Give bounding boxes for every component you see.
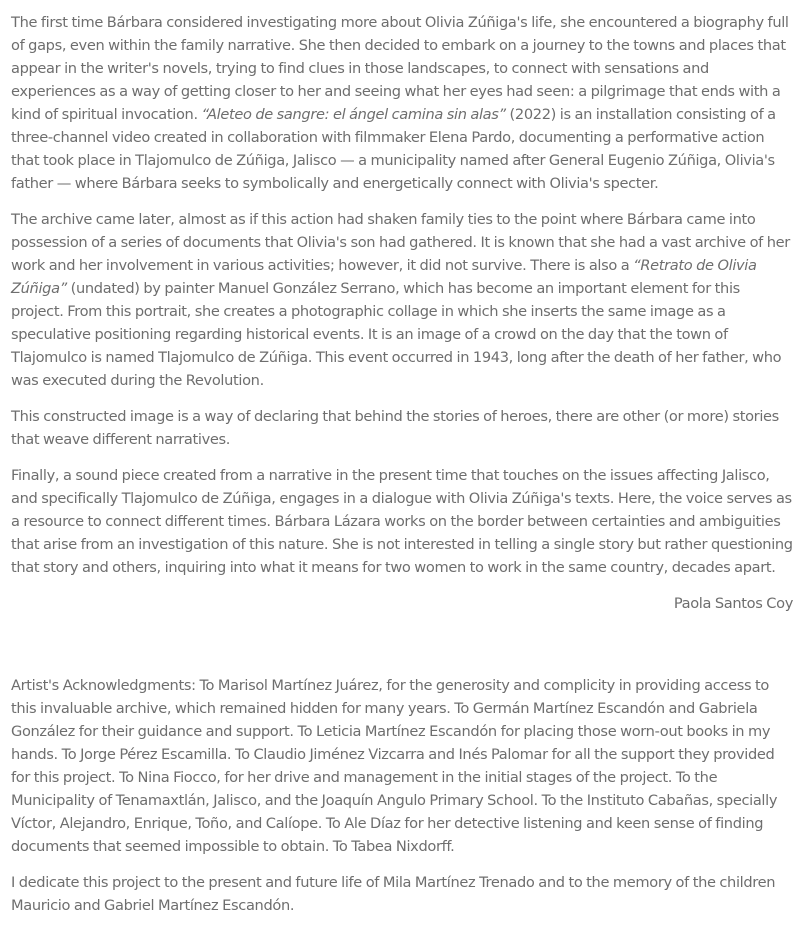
paragraph-archive <box>11 208 793 392</box>
paragraph-sound-piece: Finally, a sound piece created from a narrative in the present time that touches on the issues affecting Jalisco, and specifically Tlajomulco de Zúñiga, engages in a dialogue with Olivia Zúñiga's texts. Here, the voice serves as a resource to connect different times. Bárbara Lázara works on the border between certainties and ambiguities that arise from an investigation of this nature. She is not interested in telling a single story but rather questioning that story and others, inquiring into what it means for two women to work in the same country, decades apart. <box>11 467 793 576</box>
acknowledgments: Artist's Acknowledgments: To Marisol Martínez Juárez, for the generosity and complicity in providing access to this invaluable archive, which remained hidden for many years. To Germán Martínez Escandón and Gabriela González for their guidance and support. To Leticia Martínez Escandón for placing those worn-out books in my hands. To Jorge Pérez Escamilla. To Claudio Jiménez Vizcarra and Inés Palomar for all the support they provided for this project. To Nina Fiocco, for her drive and management in the initial stages of the project. To the Municipality of Tenamaxtlán, Jalisco, and the Joaquín Angulo Primary School. To the Instituto Cabañas, specially Víctor, Alejandro, Enrique, Toño, and Calíope. To Ale Díaz for her detective listening and keen sense of finding documents that seemed impossible to obtain. To Tabea Nixdorff. <box>11 677 778 855</box>
paragraph-journey-text-cont: (2022) is an installation consisting of a three-channel video created in collaboration with filmmaker Elena Pardo, documenting a performative action that took place in Tlajomulco de Zúñiga, Jalisco — a municipality named after General Eugenio Zúñiga, Olivia's father — where Bárbara seeks to symbolically and energetically connect with Olivia's specter. <box>11 106 776 192</box>
work-title-retrato: “Retrato de Olivia Zúñiga” <box>11 257 757 297</box>
author-signature: Paola Santos Coy <box>673 595 793 612</box>
paragraph-archive-text: The archive came later, almost as if this action had shaken family ties to the point where Bárbara came into possession of a series of documents that Olivia's son had gathered. It is known that she had a vast archive of her work and her involvement in various activities; however, it did not survive. There is also a <box>11 211 790 274</box>
work-title-aleteo: “Aleteo de sangre: el ángel camina sin alas” <box>201 106 506 123</box>
dedication: I dedicate this project to the present and future life of Mila Martínez Trenado and to the memory of the children Mauricio and Gabriel Martínez Escandón. <box>11 874 776 914</box>
paragraph-constructed-image: This constructed image is a way of declaring that behind the stories of heroes, there are other (or more) stories that weave different narratives. <box>11 408 779 448</box>
paragraph-archive-text-cont: (undated) by painter Manuel González Serrano, which has become an important element for this project. From this portrait, she creates a photographic collage in which she inserts the same image as a speculative positioning regarding historical events. It is an image of a crowd on the day that the town of Tlajomulco is named Tlajomulco de Zúñiga. This event occurred in 1943, long after the death of her father, who was executed during the Revolution. <box>11 280 782 389</box>
paragraph-journey <box>11 11 793 195</box>
article-body <box>11 11 793 930</box>
paragraph-journey-text: The first time Bárbara considered investigating more about Olivia Zúñiga's life, she encountered a biography full of gaps, even within the family narrative. She then decided to embark on a journey to the towns and places that appear in the writer's novels, trying to find clues in those landscapes, to connect with sensations and experiences as a way of getting closer to her and seeing what her eyes had seen: a pilgrimage that ends with a kind of spiritual invocation. <box>11 14 789 123</box>
